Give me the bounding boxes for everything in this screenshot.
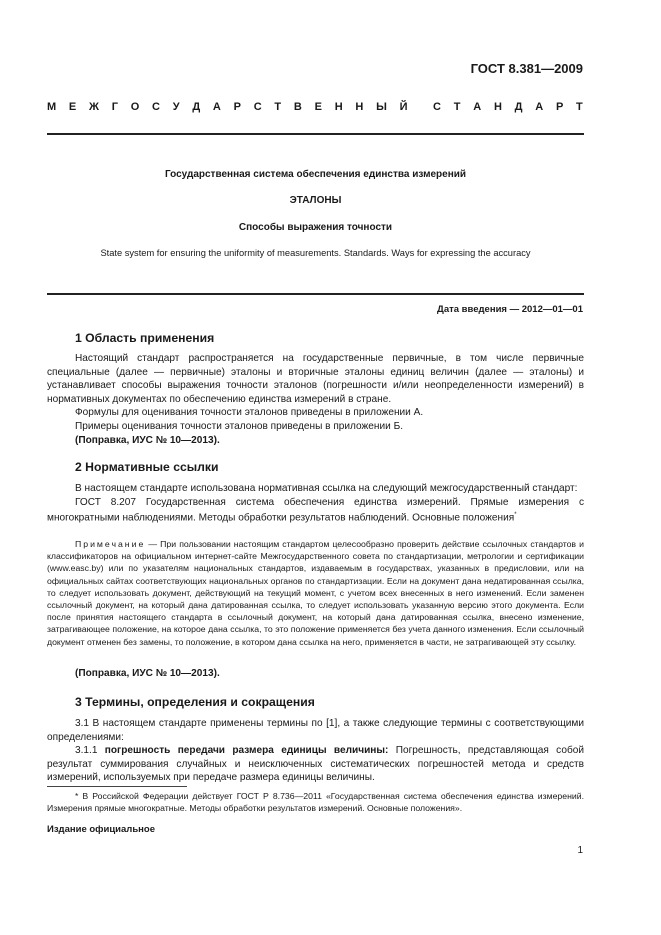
section-1-body [47, 352, 584, 447]
standard-type-letter: С [433, 101, 441, 113]
section-1-paragraph: Примеры оценивания точности эталонов приведены в приложении Б. [75, 420, 404, 432]
section-1-paragraph: Формулы для оценивания точности эталонов приведены в приложении А. [75, 407, 424, 419]
standard-type-letter: Е [314, 101, 322, 113]
term-text: Погрешность, представляющая собой результат суммирования случайных и неисключенных систематических погрешностей метода и средств измерений, используемых при передаче размера единицы величины. [47, 745, 584, 784]
section-1-paragraph: Настоящий стандарт распространяется на государственные первичные, в том числе первичные специальные (далее — первичные) эталоны и вторичные эталоны единиц величин (далее — эталоны) и устанавливает способы выражения точности эталонов (погрешности и/или неопределенности измерений) в нормативных документах по обеспечению единства измерений в стране. [47, 353, 584, 405]
section-2-note [47, 538, 584, 648]
footnote-divider [47, 786, 187, 787]
section-2-heading: 2 Нормативные ссылки [75, 460, 219, 474]
subtitle: Способы выражения точности [238, 222, 393, 233]
section-3-paragraph: 3.1 В настоящем стандарте применены термины по [1], а также следующие термины с соответствующими определениями: [47, 718, 584, 743]
term-definition [47, 744, 584, 785]
standard-type-letter: Т [453, 101, 461, 113]
standard-type-letter: А [212, 101, 221, 113]
subject-title: ЭТАЛОНЫ [289, 195, 342, 206]
system-title: Государственная система обеспечения единства измерений [164, 169, 467, 180]
standard-type-letter: С [253, 101, 262, 113]
standard-type-letter: Г [111, 101, 118, 113]
title-divider [47, 293, 584, 295]
section-3-body [47, 717, 584, 785]
reference-text: ГОСТ 8.207 Государственная система обеспечения единства измерений. Прямые измерения с многократными наблюдениями. Методы обработки результатов наблюдений. Основные положения [47, 496, 584, 524]
standard-type-letter: Н [334, 101, 343, 113]
section-2-reference [47, 496, 584, 526]
note-label: Примечание [75, 539, 146, 549]
header-divider [47, 133, 584, 135]
footnote-text: В Российской Федерации действует ГОСТ Р 8.736—2011 «Государственная система обеспечения единства измерений. Измерения прямые многократные. Методы обработки результатов измерений. Основные положения». [47, 791, 584, 814]
footnote-paragraph [47, 790, 584, 814]
standard-type-letter: А [535, 101, 544, 113]
english-title: State system for ensuring the uniformity of measurements. Standards. Ways for expressing the accuracy [100, 248, 531, 258]
section-2-body [47, 482, 584, 525]
note-text: — При пользовании настоящим стандартом целесообразно проверить действие ссылочных стандартов и классификаторов на официальном интернет-сайте Межгосударственного совета по стандартизации, метрологии и сертификации (www.easc.by) или по указателям национальных стандартов, издаваемым в государствах, указанных в предисловии, или на официальных сайтах соответствующих национальных органов по стандартизации. Если на документ дана недатированная ссылка, то следует использовать документ, действующий на текущий момент, с учетом всех внесенных в него изменений. Если заменен ссылочный документ, на который дана датированная ссылка, то следует использовать указанную версию этого документа. Если после принятия настоящего стандарта в ссылочный документ, на который дана датированная ссылка, внесено изменение, затрагивающее положение, на которое дана ссылка, то это положение применяется без учета данного изменения. Если ссылочный документ отменен без замены, то положение, в котором дана ссылка на него, применяется в части, не затрагивающей эту ссылку. [47, 539, 584, 647]
standard-type-letter: Ж [89, 101, 99, 113]
standard-type-letter: Е [68, 101, 77, 113]
standard-type-letter: Р [555, 101, 564, 113]
edition-label: Издание официальное [47, 824, 155, 835]
page-number: 1 [577, 845, 583, 856]
standard-type-letter: О [130, 101, 140, 113]
standard-type-heading [47, 101, 583, 113]
standard-type-letter: Ы [376, 101, 387, 113]
standard-type-letter: У [172, 101, 180, 113]
standard-type-letter: Н [355, 101, 364, 113]
standard-type-letter: В [293, 101, 302, 113]
note-paragraph [47, 538, 584, 648]
standard-type-letter: Д [192, 101, 201, 113]
footnote-mark: * [75, 791, 79, 801]
standard-type-letter: Т [576, 101, 583, 113]
term-number: 3.1.1 [75, 745, 105, 757]
standard-type-letter: С [152, 101, 160, 113]
standard-type-letter: Д [514, 101, 523, 113]
section-2-paragraph: В настоящем стандарте использована нормативная ссылка на следующий межгосударственный стандарт: [75, 483, 578, 494]
footnote-marker[interactable]: * [514, 512, 517, 519]
section-1-amendment: (Поправка, ИУС № 10—2013). [75, 434, 220, 446]
standard-type-letter: Й [399, 101, 408, 113]
standard-type-letter: Н [493, 101, 502, 113]
term-name: погрешность передачи размера единицы величины: [104, 745, 389, 757]
introduction-date: Дата введения — 2012—01—01 [437, 304, 583, 315]
standard-type-letter: Т [274, 101, 282, 113]
section-2-amendment: (Поправка, ИУС № 10—2013). [75, 668, 220, 679]
document-number: ГОСТ 8.381—2009 [470, 61, 583, 76]
section-3-heading: 3 Термины, определения и сокращения [75, 695, 315, 709]
section-1-heading: 1 Область применения [75, 331, 215, 345]
standard-type-letter: А [473, 101, 482, 113]
footnote [47, 790, 584, 814]
standard-type-letter: М [47, 101, 57, 113]
section-2-amendment-block [47, 667, 584, 681]
standard-type-letter: Р [233, 101, 241, 113]
